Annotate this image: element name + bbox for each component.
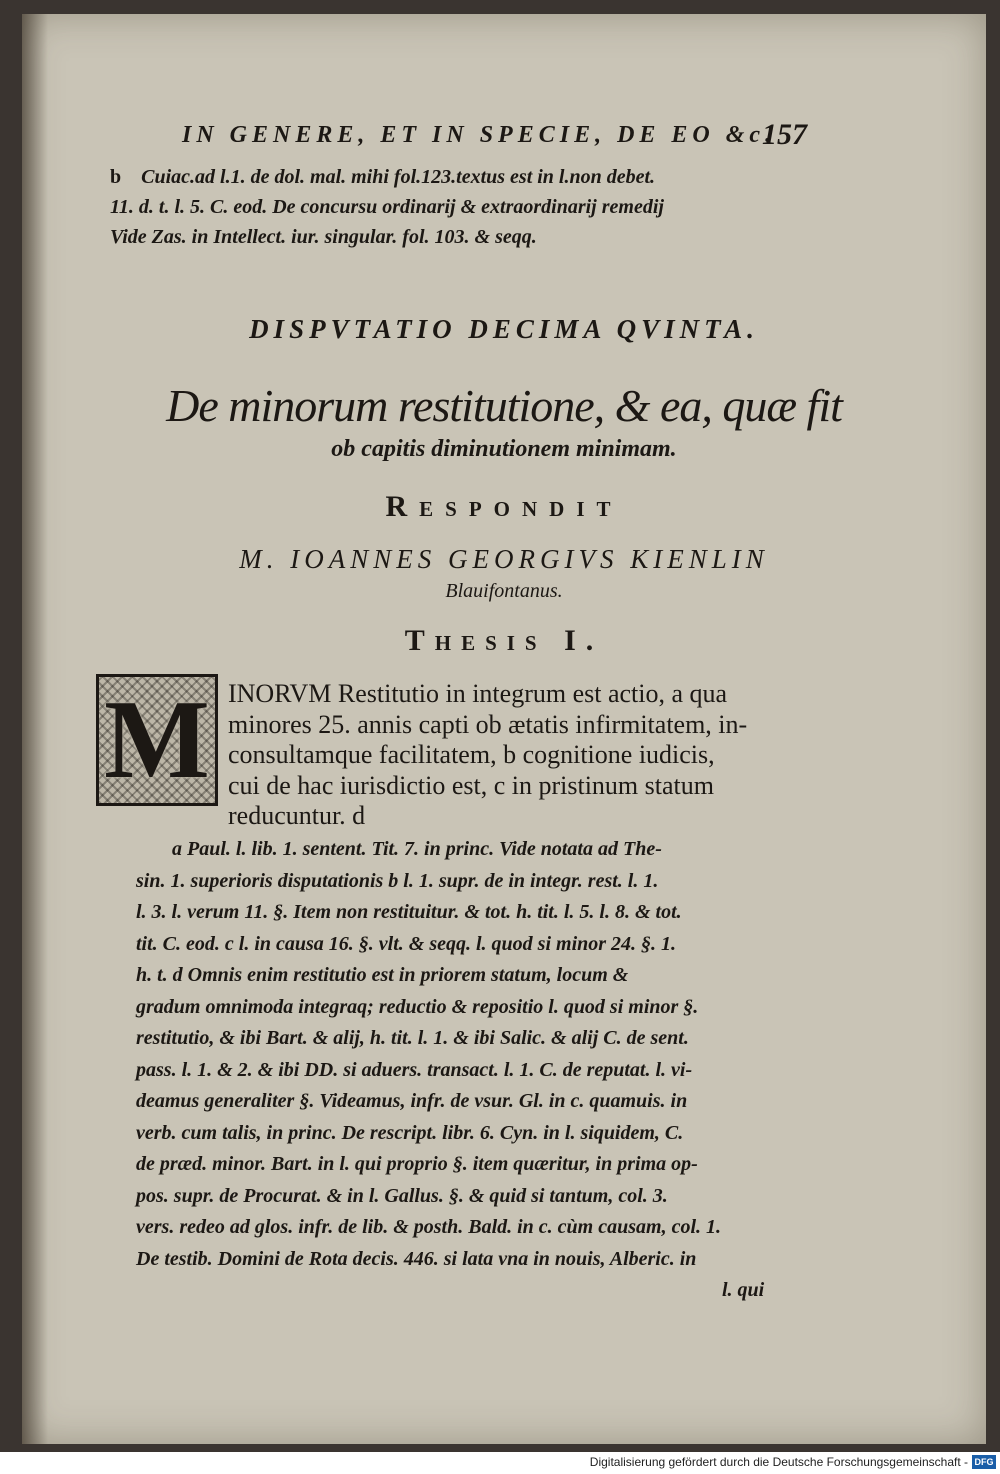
sub-title: ob capitis diminutionem minimam. bbox=[331, 436, 677, 462]
footnote-line: gradum omnimoda integraq; reductio & repositio l. quod si minor §. bbox=[136, 995, 699, 1018]
digitization-footer bbox=[0, 1452, 1000, 1474]
author-origin: Blauifontanus. bbox=[445, 580, 563, 602]
top-note-line: 11. d. t. l. 5. C. eod. De concursu ordinarij & extraordinarij remedij bbox=[110, 196, 664, 218]
top-note-line: Cuiac.ad l.1. de dol. mal. mihi fol.123.textus est in l.non debet. bbox=[141, 166, 656, 188]
body-line: INORVM Restitutio in integrum est actio, a qua bbox=[228, 679, 728, 708]
footnotes bbox=[122, 834, 764, 1307]
body-line: cui de hac iurisdictio est, c in pristinum statum bbox=[228, 770, 714, 800]
main-title: De minorum restitutione, & ea, quæ fit bbox=[166, 380, 842, 431]
footnote-line: De testib. Domini de Rota decis. 446. si lata vna in nouis, Alberic. in bbox=[136, 1247, 697, 1270]
footnote-line: pass. l. 1. & 2. & ibi DD. si aduers. transact. l. 1. C. de reputat. l. vi- bbox=[136, 1058, 693, 1081]
footnote-line: a Paul. l. lib. 1. sentent. Tit. 7. in princ. Vide notata ad The- bbox=[172, 838, 662, 860]
footnote-line: verb. cum talis, in princ. De rescript. libr. 6. Cyn. in l. siquidem, C. bbox=[136, 1121, 684, 1144]
footnote-line: restitutio, & ibi Bart. & alij, h. tit. l. 1. & ibi Salic. & alij C. de sent. bbox=[136, 1027, 689, 1049]
top-note-line: Vide Zas. in Intellect. iur. singular. fol. 103. & seqq. bbox=[110, 226, 537, 248]
top-notes bbox=[110, 162, 664, 252]
footnote-line: l. 3. l. verum 11. §. Item non restituitur. & tot. h. tit. l. 5. l. 8. & tot. bbox=[136, 901, 682, 923]
thesis-heading: Thesis I. bbox=[404, 624, 604, 657]
book-page bbox=[22, 14, 986, 1444]
footnote-line: sin. 1. superioris disputationis b l. 1. supr. de in integr. rest. l. 1. bbox=[136, 869, 659, 892]
decorated-initial bbox=[96, 674, 218, 806]
body-line: minores 25. annis capti ob ætatis infirmitatem, in- bbox=[228, 709, 748, 739]
thesis-body bbox=[228, 679, 747, 832]
footnote-line: vers. redeo ad glos. infr. de lib. & posth. Bald. in c. cùm causam, col. 1. bbox=[136, 1216, 722, 1238]
footer-text: Digitalisierung gefördert durch die Deutsche Forschungsgemeinschaft - bbox=[589, 1455, 968, 1469]
author-name: M. IOANNES GEORGIVS KIENLIN bbox=[239, 544, 769, 574]
body-line: reducuntur. d bbox=[228, 801, 366, 830]
footnote-line: deamus generaliter §. Videamus, infr. de vsur. Gl. in c. quamuis. in bbox=[136, 1090, 688, 1112]
note-letter-b: b bbox=[110, 166, 122, 188]
footnote-line: h. t. d Omnis enim restitutio est in priorem statum, locum & bbox=[136, 964, 629, 986]
dfg-logo-icon: DFG bbox=[972, 1455, 996, 1469]
footnote-line: tit. C. eod. c l. in causa 16. §. vlt. & seqq. l. quod si minor 24. §. 1. bbox=[136, 932, 677, 955]
respondit-heading: Respondit bbox=[385, 490, 623, 523]
page-number: 157 bbox=[762, 118, 807, 151]
footnote-line: de præd. minor. Bart. in l. qui proprio §. item quæritur, in prima op- bbox=[136, 1153, 698, 1175]
running-head: IN GENERE, ET IN SPECIE, DE EO &c. bbox=[182, 122, 777, 148]
initial-letter: M bbox=[104, 678, 210, 802]
disputation-title: DISPVTATIO DECIMA QVINTA. bbox=[249, 314, 759, 344]
body-line: consultamque facilitatem, b cognitione iudicis, bbox=[228, 740, 715, 769]
footnote-line: pos. supr. de Procurat. & in l. Gallus. §. & quid si tantum, col. 3. bbox=[136, 1184, 668, 1207]
catchword: l. qui bbox=[722, 1279, 765, 1301]
